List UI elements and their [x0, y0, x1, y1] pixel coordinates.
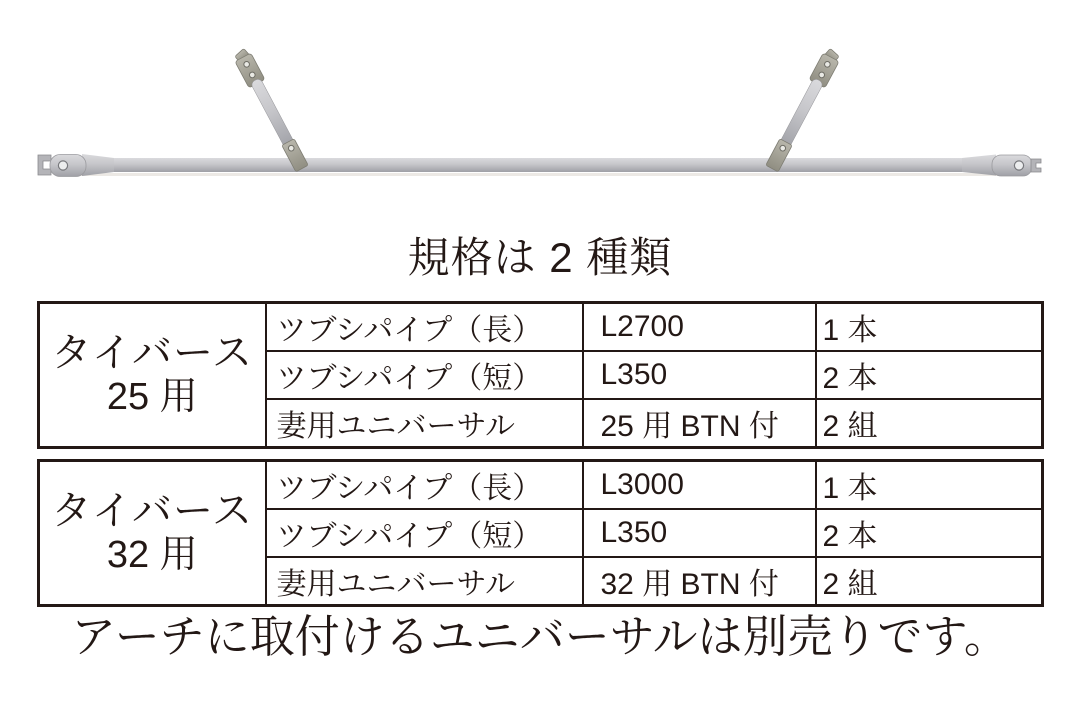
qty-cell: 1 本	[816, 461, 1043, 510]
left-short-pipe	[232, 47, 310, 173]
qty-cell: 1 本	[816, 303, 1043, 352]
spec-cell: 32 用 BTN 付	[583, 557, 816, 606]
product-name-cell	[39, 303, 266, 448]
left-universal-fitting	[38, 154, 114, 177]
product-name-line1: タイバース	[51, 331, 253, 376]
part-cell: ツブシパイプ（長）	[266, 303, 583, 352]
qty-cell: 2 本	[816, 351, 1043, 399]
product-name-line2: 32 用	[106, 534, 198, 577]
bar-shadow	[80, 173, 1010, 176]
part-cell: 妻用ユニバーサル	[266, 557, 583, 606]
table-row	[39, 303, 1043, 352]
long-pipe	[58, 158, 1020, 172]
spec-cell: L3000	[583, 461, 816, 510]
right-short-pipe	[764, 47, 842, 173]
product-name-line2: 25 用	[106, 376, 198, 419]
qty-cell: 2 組	[816, 399, 1043, 448]
page-title: 規格は 2 種類	[407, 234, 673, 281]
table-row	[39, 461, 1043, 510]
product-name-line1: タイバース	[51, 489, 253, 534]
spec-cell: L2700	[583, 303, 816, 352]
right-universal-fitting	[962, 155, 1041, 177]
spec-cell: L350	[583, 351, 816, 399]
tie-bar-product-image	[0, 0, 1080, 230]
part-cell: ツブシパイプ（短）	[266, 351, 583, 399]
qty-cell: 2 本	[816, 509, 1043, 557]
spec-table-tiebar-25	[37, 301, 1044, 449]
qty-cell: 2 組	[816, 557, 1043, 606]
spec-cell: L350	[583, 509, 816, 557]
part-cell: 妻用ユニバーサル	[266, 399, 583, 448]
spec-table-tiebar-32	[37, 459, 1044, 607]
product-name-cell	[39, 461, 266, 606]
part-cell: ツブシパイプ（長）	[266, 461, 583, 510]
footnote: アーチに取付けるユニバーサルは別売りです。	[71, 611, 1009, 662]
part-cell: ツブシパイプ（短）	[266, 509, 583, 557]
spec-cell: 25 用 BTN 付	[583, 399, 816, 448]
